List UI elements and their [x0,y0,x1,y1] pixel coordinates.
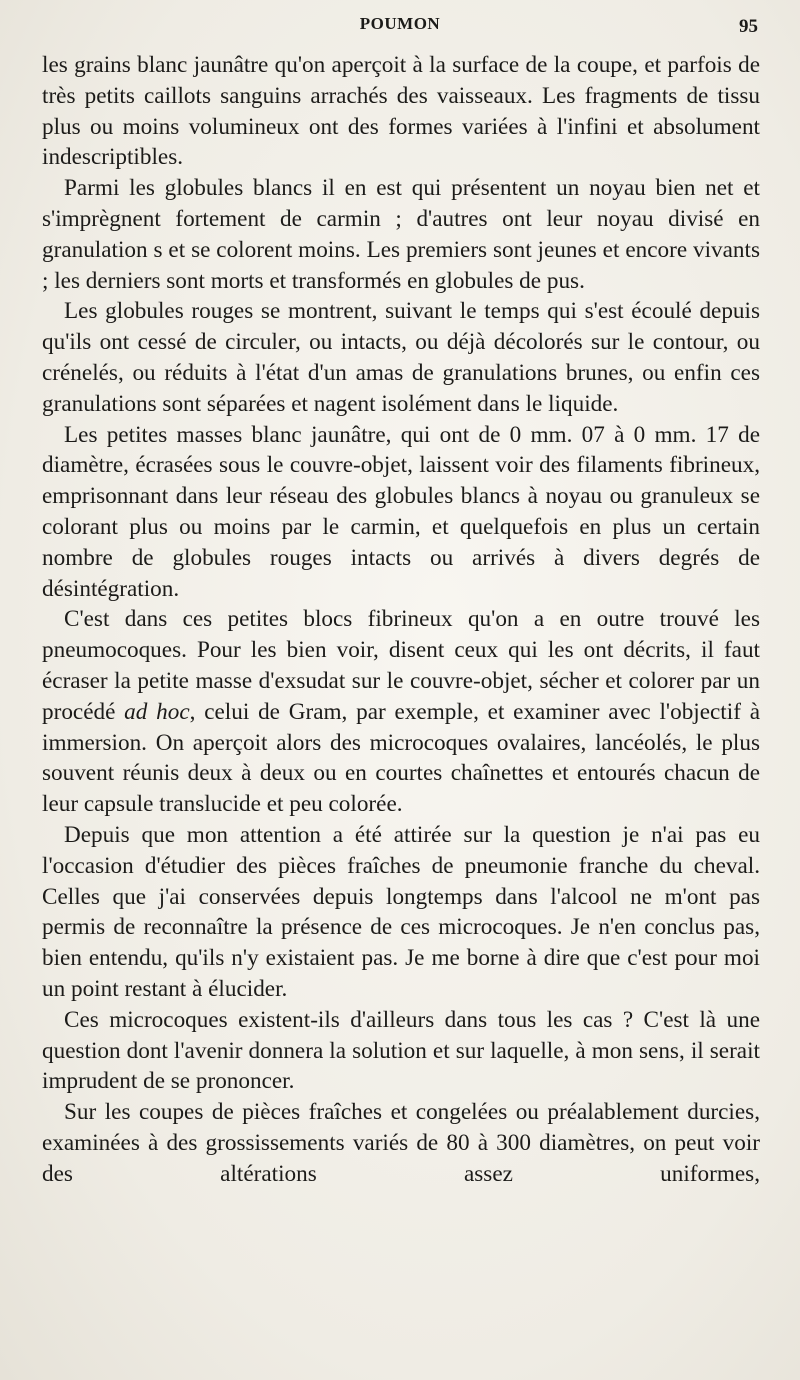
paragraph-pneumocoques [42,604,760,820]
running-title: POUMON [359,14,441,33]
paragraph-attention: Depuis que mon attention a été attirée sur la question je n'ai pas eu l'occasion d'étudier des pièces fraîches de pneumonie franche du cheval. Celles que j'ai conservées depuis longtemps dans l'alcool ne m'ont pas permis de reconnaître la présence de ces microcoques. Je n'en conclus pas, bien entendu, qu'ils n'y existaient pas. Je me borne à dire que c'est pour moi un point restant à élucider. [42,821,760,1002]
paragraph-continuation: les grains blanc jaunâtre qu'on aperçoit à la surface de la coupe, et parfois de très petits caillots sanguins arrachés des vaisseaux. Les fragments de tissu plus ou moins volumineux ont des formes variées à l'infini et absolument indescriptibles. [42,52,760,171]
running-head [40,12,760,42]
body-text [42,50,760,1189]
pneumocoques-text-after: , celui de Gram, par exemple, et examiner avec l'objectif à immersion. On aperçoit alors des microcoques ovalaires, lancéolés, le plus souvent réunis deux à deux ou en courtes chaînettes et entourés chacun de leur capsule translucide et peu colorée. [42,698,760,818]
paragraph-question: Ces microcoques existent-ils d'ailleurs dans tous les cas ? C'est là une question dont l'avenir donnera la solution et sur laquelle, à mon sens, il serait imprudent de se prononcer. [42,1006,760,1095]
paragraph-globules-blancs: Parmi les globules blancs il en est qui présentent un noyau bien net et s'imprègnent fortement de carmin ; d'autres ont leur noyau divisé en granulation s et se colorent moins. Les premiers sont jeunes et encore vivants ; les derniers sont morts et transformés en globules de pus. [42,175,760,294]
pneumocoques-text-italic: ad hoc [124,698,190,725]
paragraph-coupes: Sur les coupes de pièces fraîches et congelées ou préalablement durcies, examinées à des grossissements variés de 80 à 300 diamètres, on peut voir des altérations assez uniformes, [42,1099,760,1187]
paragraph-petites-masses: Les petites masses blanc jaunâtre, qui ont de 0 mm. 07 à 0 mm. 17 de diamètre, écrasées sous le couvre-objet, laissent voir des filaments fibrineux, emprisonnant dans leur réseau des globules blancs à noyau ou granuleux se colorant plus ou moins par le carmin, et quelquefois en plus un certain nombre de globules rouges intacts ou arrivés à divers degrés de désintégration. [42,421,760,602]
page-number: 95 [739,16,758,37]
paragraph-globules-rouges: Les globules rouges se montrent, suivant le temps qui s'est écoulé depuis qu'ils ont cessé de circuler, ou intacts, ou déjà décolorés sur le contour, ou crénelés, ou réduits à l'état d'un amas de granulations brunes, ou enfin ces granulations sont séparées et nagent isolément dans le liquide. [42,298,760,417]
pneumocoques-text-before: C'est dans ces petites blocs fibrineux qu'on a en outre trouvé les pneumocoques. Pour les bien voir, disent ceux qui les ont décrits, il faut écraser la petite masse d'exsudat sur le couvre-objet, sécher et colorer par un procédé [42,606,760,725]
